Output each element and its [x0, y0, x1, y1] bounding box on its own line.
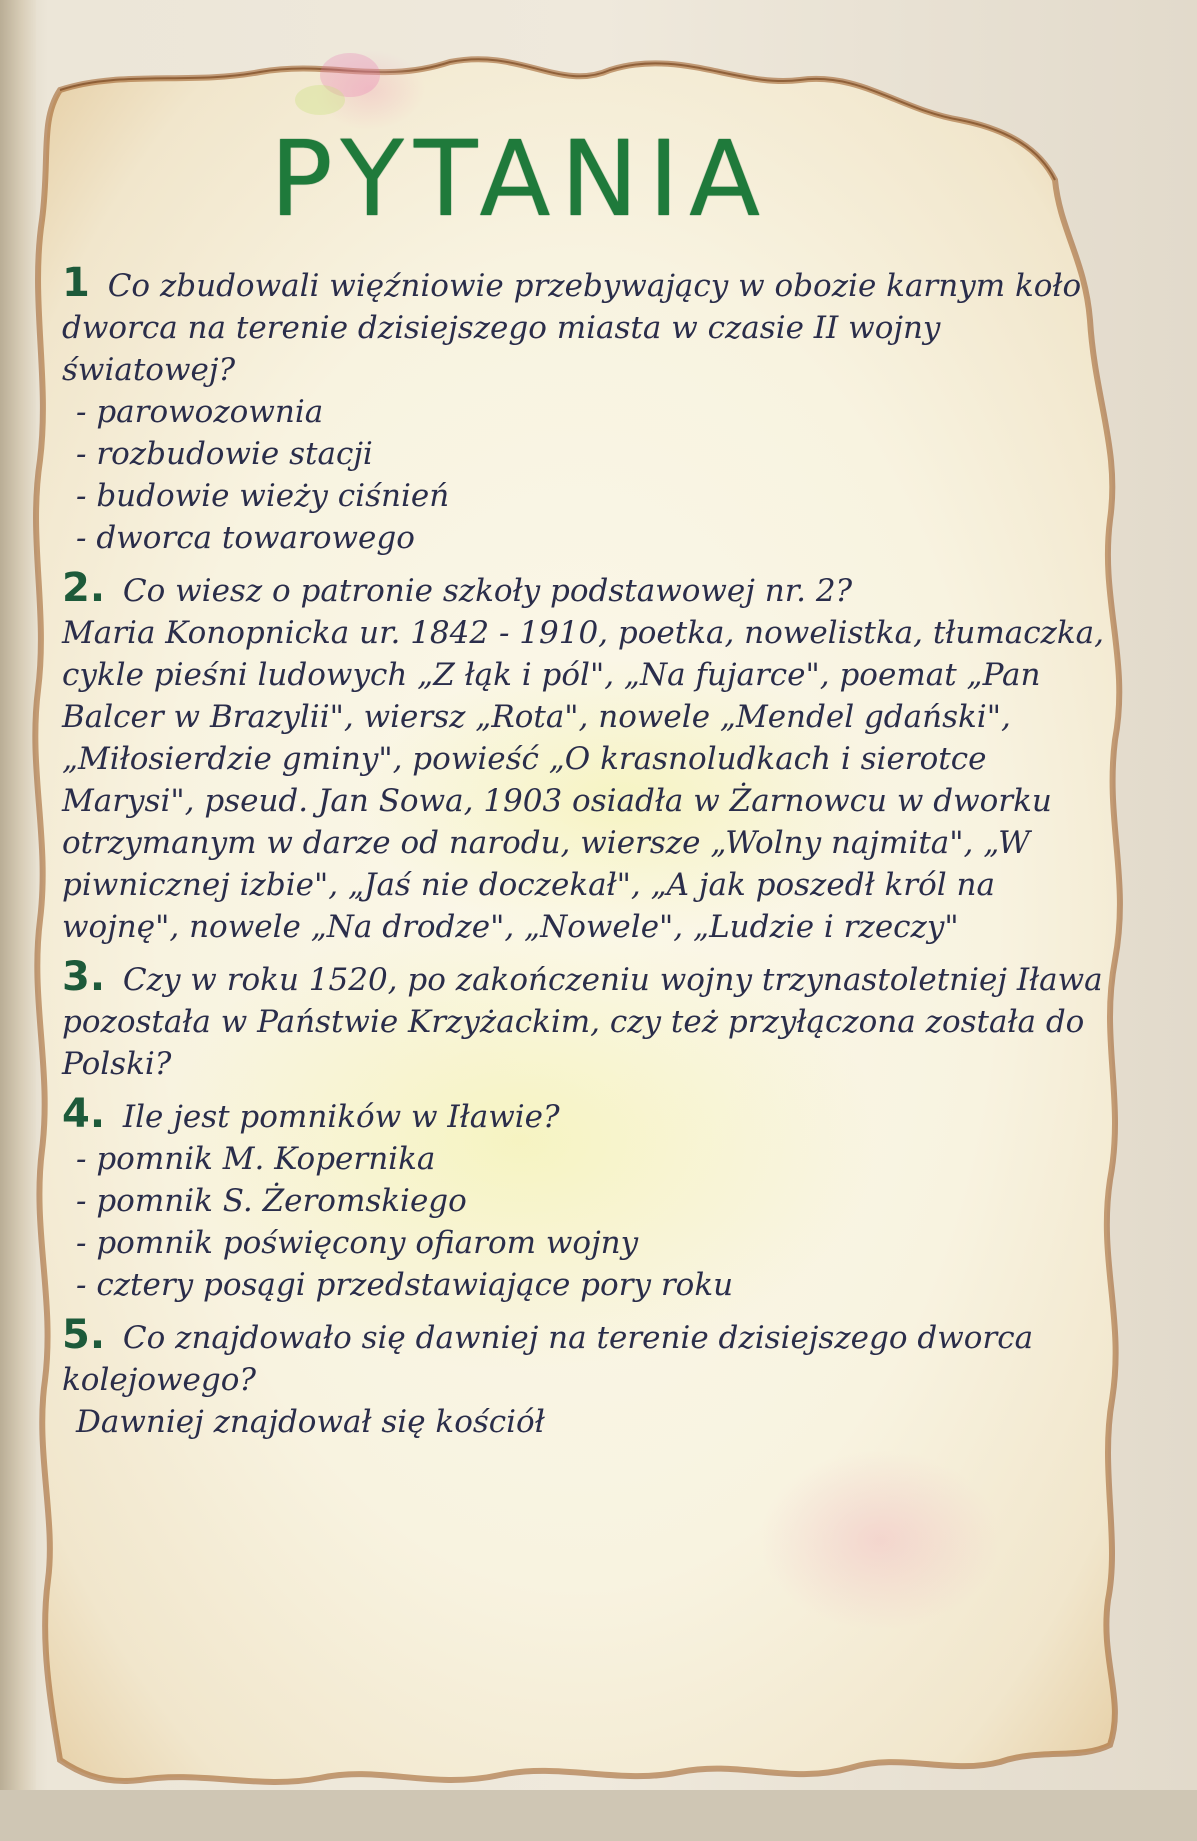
question-text: Co zbudowali więźniowie przebywający w obozie karnym koło dworca na terenie dzisiejszego miasta w czasie II wojny światowej? — [62, 268, 1082, 388]
page-title: PYTANIA — [270, 118, 771, 240]
question-1 — [62, 262, 1112, 559]
answer-paragraph: Maria Konopnicka ur. 1842 - 1910, poetka, nowelistka, tłumaczka, cykle pieśni ludowych „Z łąk i pól", „Na fujarce", poemat „Pan Balcer w Brazylii", wiersz „Rota", nowele „Mendel gdański", „Miłosierdzie gminy", powieść „O krasnoludkach i sierotce Marysi", pseud. Jan Sowa, 1903 osiadła w Żarnowcu w dworku otrzymanym w darze od narodu, wiersze „Wolny najmita", „W piwnicznej izbie", „Jaś nie doczekał", „A jak poszedł król na wojnę", nowele „Na drodze", „Nowele", „Ludzie i rzeczy" — [62, 615, 1105, 945]
questions-content — [62, 262, 1112, 1451]
question-text: Co wiesz o patronie szkoły podstawowej nr. 2? — [122, 573, 853, 609]
question-number: 3. — [62, 954, 106, 1000]
question-4 — [62, 1093, 1112, 1306]
answer-item: Dawniej znajdował się kościół — [76, 1404, 545, 1440]
answer-item: - pomnik S. Żeromskiego — [76, 1183, 467, 1219]
answer-item: - dworca towarowego — [76, 520, 415, 556]
question-number: 5. — [62, 1312, 106, 1358]
answer-item: - cztery posągi przedstawiające pory roku — [76, 1267, 734, 1303]
question-number: 1 — [62, 260, 90, 306]
answer-item: - parowozownia — [76, 394, 324, 430]
answer-item: - pomnik M. Kopernika — [76, 1141, 436, 1177]
answer-item: - rozbudowie stacji — [76, 436, 373, 472]
question-text: Ile jest pomników w Iławie? — [122, 1099, 560, 1135]
question-number: 4. — [62, 1091, 106, 1137]
answer-item: - budowie wieży ciśnień — [76, 478, 450, 514]
question-number: 2. — [62, 565, 106, 611]
question-3 — [62, 956, 1112, 1085]
answer-item: - pomnik poświęcony ofiarom wojny — [76, 1225, 639, 1261]
question-2 — [62, 567, 1112, 948]
question-5 — [62, 1314, 1112, 1443]
question-text: Co znajdowało się dawniej na terenie dzisiejszego dworca kolejowego? — [62, 1320, 1034, 1398]
question-text: Czy w roku 1520, po zakończeniu wojny trzynastoletniej Iława pozostała w Państwie Krzyżackim, czy też przyłączona została do Polski? — [62, 962, 1103, 1082]
